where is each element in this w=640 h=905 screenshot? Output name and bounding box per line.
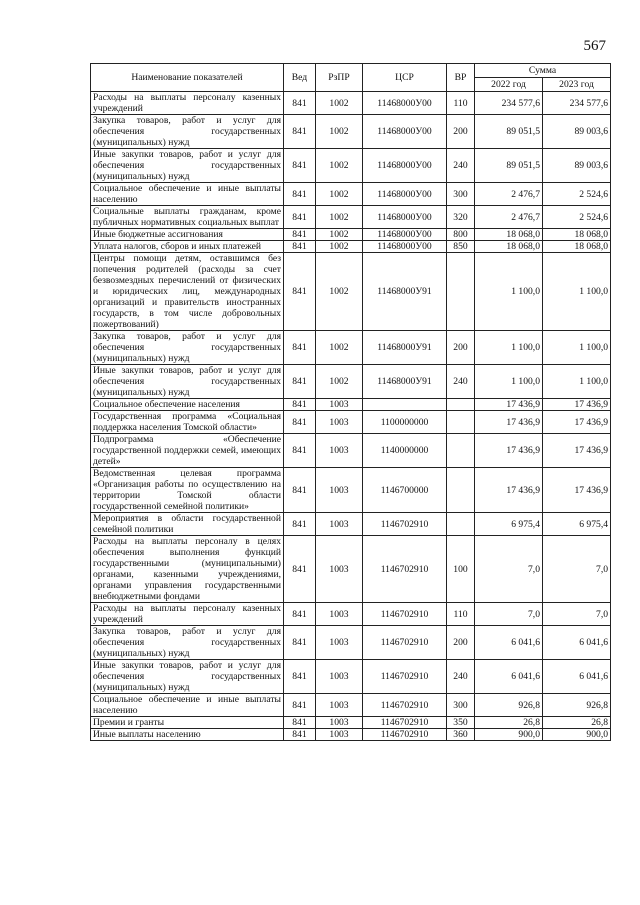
row-sum-2023: 6 975,4 xyxy=(543,513,611,536)
row-ved: 841 xyxy=(284,331,316,365)
row-sum-2022: 7,0 xyxy=(475,536,543,603)
row-sum-2023: 1 100,0 xyxy=(543,365,611,399)
row-sum-2022: 6 041,6 xyxy=(475,626,543,660)
row-name: Закупка товаров, работ и услуг для обеспечения государственных (муниципальных) нужд xyxy=(91,115,284,149)
row-ved: 841 xyxy=(284,434,316,468)
row-csr: 1146702910 xyxy=(363,717,447,729)
row-name: Иные выплаты населению xyxy=(91,729,284,741)
table-row xyxy=(91,626,611,660)
row-ved: 841 xyxy=(284,399,316,411)
row-csr: 1100000000 xyxy=(363,411,447,434)
header-year-2023: 2023 год xyxy=(543,78,611,92)
table-row xyxy=(91,468,611,513)
row-rzpr: 1003 xyxy=(316,603,363,626)
row-sum-2023: 900,0 xyxy=(543,729,611,741)
row-ved: 841 xyxy=(284,253,316,331)
row-sum-2022: 17 436,9 xyxy=(475,468,543,513)
row-ved: 841 xyxy=(284,536,316,603)
row-csr: 1146702910 xyxy=(363,603,447,626)
row-rzpr: 1002 xyxy=(316,331,363,365)
row-rzpr: 1002 xyxy=(316,206,363,229)
row-sum-2023: 89 003,6 xyxy=(543,115,611,149)
row-vr: 850 xyxy=(447,241,475,253)
row-rzpr: 1002 xyxy=(316,229,363,241)
table-row xyxy=(91,434,611,468)
row-vr: 800 xyxy=(447,229,475,241)
row-sum-2022: 2 476,7 xyxy=(475,206,543,229)
table-row xyxy=(91,603,611,626)
row-csr: 11468000У00 xyxy=(363,183,447,206)
row-rzpr: 1002 xyxy=(316,253,363,331)
row-sum-2022: 1 100,0 xyxy=(475,253,543,331)
row-csr xyxy=(363,399,447,411)
row-vr xyxy=(447,513,475,536)
row-rzpr: 1002 xyxy=(316,183,363,206)
row-sum-2023: 89 003,6 xyxy=(543,149,611,183)
row-ved: 841 xyxy=(284,183,316,206)
row-sum-2022: 17 436,9 xyxy=(475,434,543,468)
table-row xyxy=(91,206,611,229)
table-row xyxy=(91,331,611,365)
row-sum-2023: 7,0 xyxy=(543,536,611,603)
row-name: Уплата налогов, сборов и иных платежей xyxy=(91,241,284,253)
table-row xyxy=(91,660,611,694)
row-sum-2022: 234 577,6 xyxy=(475,92,543,115)
row-sum-2022: 1 100,0 xyxy=(475,331,543,365)
row-sum-2023: 26,8 xyxy=(543,717,611,729)
row-name: Иные закупки товаров, работ и услуг для обеспечения государственных (муниципальных) нужд xyxy=(91,660,284,694)
row-csr: 11468000У00 xyxy=(363,206,447,229)
row-sum-2022: 900,0 xyxy=(475,729,543,741)
row-sum-2023: 234 577,6 xyxy=(543,92,611,115)
row-csr: 11468000У91 xyxy=(363,253,447,331)
row-sum-2022: 18 068,0 xyxy=(475,229,543,241)
row-vr xyxy=(447,434,475,468)
row-vr: 200 xyxy=(447,331,475,365)
table-row xyxy=(91,241,611,253)
row-sum-2022: 926,8 xyxy=(475,694,543,717)
row-sum-2022: 89 051,5 xyxy=(475,149,543,183)
table-row xyxy=(91,717,611,729)
row-csr: 1146702910 xyxy=(363,626,447,660)
row-ved: 841 xyxy=(284,513,316,536)
row-name: Закупка товаров, работ и услуг для обеспечения государственных (муниципальных) нужд xyxy=(91,626,284,660)
row-sum-2023: 1 100,0 xyxy=(543,253,611,331)
row-rzpr: 1003 xyxy=(316,729,363,741)
row-ved: 841 xyxy=(284,365,316,399)
row-rzpr: 1002 xyxy=(316,241,363,253)
row-sum-2022: 17 436,9 xyxy=(475,411,543,434)
table-row xyxy=(91,92,611,115)
row-sum-2023: 17 436,9 xyxy=(543,399,611,411)
row-rzpr: 1003 xyxy=(316,399,363,411)
row-rzpr: 1003 xyxy=(316,513,363,536)
row-vr: 240 xyxy=(447,149,475,183)
row-vr: 110 xyxy=(447,92,475,115)
row-rzpr: 1002 xyxy=(316,365,363,399)
table-header xyxy=(91,64,611,92)
row-csr: 11468000У91 xyxy=(363,331,447,365)
row-sum-2022: 18 068,0 xyxy=(475,241,543,253)
row-sum-2023: 926,8 xyxy=(543,694,611,717)
table-row xyxy=(91,536,611,603)
table-row xyxy=(91,411,611,434)
row-rzpr: 1003 xyxy=(316,434,363,468)
row-vr xyxy=(447,411,475,434)
row-name: Расходы на выплаты персоналу казенных учреждений xyxy=(91,92,284,115)
row-rzpr: 1003 xyxy=(316,626,363,660)
row-sum-2023: 17 436,9 xyxy=(543,468,611,513)
row-csr: 11468000У00 xyxy=(363,115,447,149)
row-csr: 11468000У00 xyxy=(363,241,447,253)
row-csr: 11468000У00 xyxy=(363,92,447,115)
row-csr: 11468000У91 xyxy=(363,365,447,399)
row-sum-2023: 18 068,0 xyxy=(543,241,611,253)
row-ved: 841 xyxy=(284,626,316,660)
row-name: Премии и гранты xyxy=(91,717,284,729)
row-sum-2022: 89 051,5 xyxy=(475,115,543,149)
header-vr: ВР xyxy=(447,64,475,92)
row-rzpr: 1002 xyxy=(316,149,363,183)
row-sum-2023: 17 436,9 xyxy=(543,411,611,434)
row-ved: 841 xyxy=(284,241,316,253)
row-sum-2022: 6 975,4 xyxy=(475,513,543,536)
row-vr: 360 xyxy=(447,729,475,741)
row-vr: 240 xyxy=(447,365,475,399)
row-vr: 200 xyxy=(447,626,475,660)
row-sum-2022: 1 100,0 xyxy=(475,365,543,399)
row-sum-2023: 17 436,9 xyxy=(543,434,611,468)
row-name: Иные закупки товаров, работ и услуг для обеспечения государственных (муниципальных) нужд xyxy=(91,365,284,399)
row-ved: 841 xyxy=(284,411,316,434)
row-name: Мероприятия в области государственной семейной политики xyxy=(91,513,284,536)
row-ved: 841 xyxy=(284,149,316,183)
table-row xyxy=(91,253,611,331)
table-row xyxy=(91,365,611,399)
row-name: Социальные выплаты гражданам, кроме публичных нормативных социальных выплат xyxy=(91,206,284,229)
row-ved: 841 xyxy=(284,92,316,115)
row-vr xyxy=(447,253,475,331)
budget-table xyxy=(90,63,611,741)
row-vr: 350 xyxy=(447,717,475,729)
row-name: Расходы на выплаты персоналу в целях обеспечения выполнения функций государственными (муниципальными) органами, казенными учреждениями, органами управления государственными внебюджетными фондами xyxy=(91,536,284,603)
table-row xyxy=(91,694,611,717)
table-row xyxy=(91,149,611,183)
row-vr: 200 xyxy=(447,115,475,149)
row-rzpr: 1002 xyxy=(316,92,363,115)
header-ved: Вед xyxy=(284,64,316,92)
table-row xyxy=(91,729,611,741)
row-ved: 841 xyxy=(284,729,316,741)
row-ved: 841 xyxy=(284,206,316,229)
row-name: Социальное обеспечение и иные выплаты населению xyxy=(91,694,284,717)
row-sum-2023: 6 041,6 xyxy=(543,660,611,694)
row-rzpr: 1003 xyxy=(316,468,363,513)
row-name: Центры помощи детям, оставшимся без попечения родителей (расходы за счет безвозмездных перечислений от физических и юридических лиц, международных организаций и правительств иностранных государств, в том числе добровольных пожертвований) xyxy=(91,253,284,331)
row-sum-2022: 17 436,9 xyxy=(475,399,543,411)
row-sum-2022: 7,0 xyxy=(475,603,543,626)
row-sum-2023: 2 524,6 xyxy=(543,183,611,206)
table-body xyxy=(91,92,611,741)
table-row xyxy=(91,115,611,149)
row-sum-2022: 26,8 xyxy=(475,717,543,729)
row-name: Социальное обеспечение и иные выплаты населению xyxy=(91,183,284,206)
row-sum-2022: 2 476,7 xyxy=(475,183,543,206)
row-sum-2023: 7,0 xyxy=(543,603,611,626)
row-csr: 1146702910 xyxy=(363,536,447,603)
table-row xyxy=(91,183,611,206)
header-sum: Сумма xyxy=(475,64,611,78)
row-vr: 300 xyxy=(447,183,475,206)
row-csr: 1146702910 xyxy=(363,694,447,717)
row-rzpr: 1003 xyxy=(316,411,363,434)
row-csr: 1146702910 xyxy=(363,513,447,536)
row-ved: 841 xyxy=(284,229,316,241)
row-ved: 841 xyxy=(284,468,316,513)
row-sum-2022: 6 041,6 xyxy=(475,660,543,694)
row-rzpr: 1002 xyxy=(316,115,363,149)
page-number: 567 xyxy=(583,38,606,54)
row-rzpr: 1003 xyxy=(316,694,363,717)
row-name: Государственная программа «Социальная поддержка населения Томской области» xyxy=(91,411,284,434)
header-csr: ЦСР xyxy=(363,64,447,92)
row-vr: 240 xyxy=(447,660,475,694)
header-rzpr: РзПР xyxy=(316,64,363,92)
row-ved: 841 xyxy=(284,694,316,717)
row-ved: 841 xyxy=(284,603,316,626)
row-sum-2023: 18 068,0 xyxy=(543,229,611,241)
row-vr xyxy=(447,399,475,411)
row-rzpr: 1003 xyxy=(316,536,363,603)
row-csr: 1146702910 xyxy=(363,729,447,741)
row-csr: 11468000У00 xyxy=(363,149,447,183)
row-csr: 1146700000 xyxy=(363,468,447,513)
row-name: Ведомственная целевая программа «Организация работы по осуществлению на территории Томской области государственной семейной политики» xyxy=(91,468,284,513)
header-name: Наименование показателей xyxy=(91,64,284,92)
row-rzpr: 1003 xyxy=(316,717,363,729)
row-ved: 841 xyxy=(284,115,316,149)
header-year-2022: 2022 год xyxy=(475,78,543,92)
row-name: Расходы на выплаты персоналу казенных учреждений xyxy=(91,603,284,626)
row-sum-2023: 1 100,0 xyxy=(543,331,611,365)
table-row xyxy=(91,229,611,241)
row-sum-2023: 2 524,6 xyxy=(543,206,611,229)
row-name: Иные бюджетные ассигнования xyxy=(91,229,284,241)
table-row xyxy=(91,513,611,536)
row-vr: 110 xyxy=(447,603,475,626)
row-ved: 841 xyxy=(284,660,316,694)
row-vr xyxy=(447,468,475,513)
row-name: Иные закупки товаров, работ и услуг для обеспечения государственных (муниципальных) нужд xyxy=(91,149,284,183)
row-sum-2023: 6 041,6 xyxy=(543,626,611,660)
row-rzpr: 1003 xyxy=(316,660,363,694)
row-ved: 841 xyxy=(284,717,316,729)
row-name: Закупка товаров, работ и услуг для обеспечения государственных (муниципальных) нужд xyxy=(91,331,284,365)
row-csr: 1140000000 xyxy=(363,434,447,468)
table-row xyxy=(91,399,611,411)
row-vr: 320 xyxy=(447,206,475,229)
row-vr: 100 xyxy=(447,536,475,603)
row-vr: 300 xyxy=(447,694,475,717)
row-csr: 11468000У00 xyxy=(363,229,447,241)
row-name: Социальное обеспечение населения xyxy=(91,399,284,411)
row-csr: 1146702910 xyxy=(363,660,447,694)
row-name: Подпрограмма «Обеспечение государственной поддержки семей, имеющих детей» xyxy=(91,434,284,468)
